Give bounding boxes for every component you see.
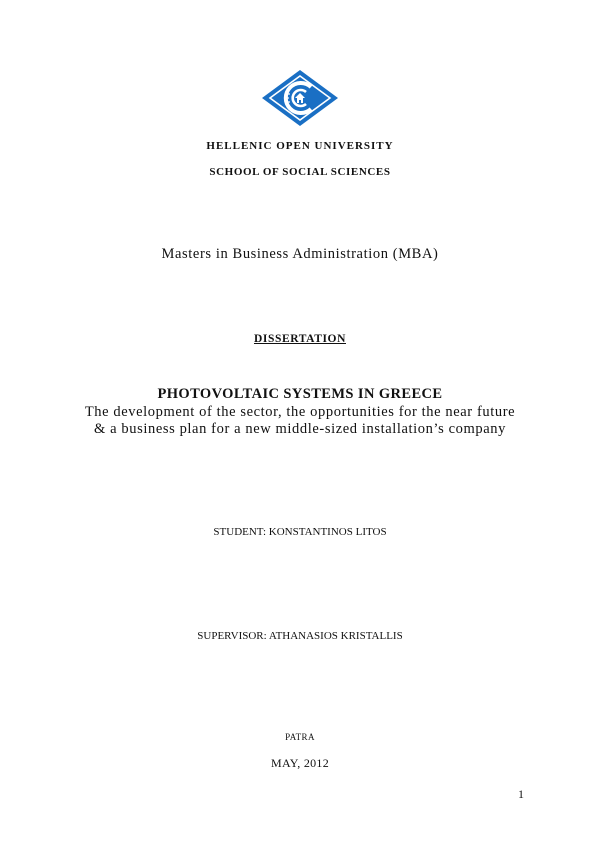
document-type-heading: DISSERTATION [253,333,346,345]
student-name: STUDENT: KONSTANTINOS LITOS [213,526,387,538]
dissertation-subtitle-line1: The development of the sector, the opportunities for the near future [84,404,516,420]
date: MAY, 2012 [270,756,330,770]
supervisor-name: SUPERVISOR: ATHANASIOS KRISTALLIS [197,630,403,642]
page-number: 1 [518,787,524,801]
degree-program: Masters in Business Administration (MBA) [161,246,439,262]
university-name: HELLENIC OPEN UNIVERSITY [206,140,394,152]
dissertation-subtitle-line2: & a business plan for a new middle-sized installation’s company [94,421,506,437]
university-logo-icon [262,70,338,126]
city: PATRA [285,732,315,742]
school-name: SCHOOL OF SOCIAL SCIENCES [209,166,391,178]
dissertation-title: PHOTOVOLTAIC SYSTEMS IN GREECE [157,386,443,402]
